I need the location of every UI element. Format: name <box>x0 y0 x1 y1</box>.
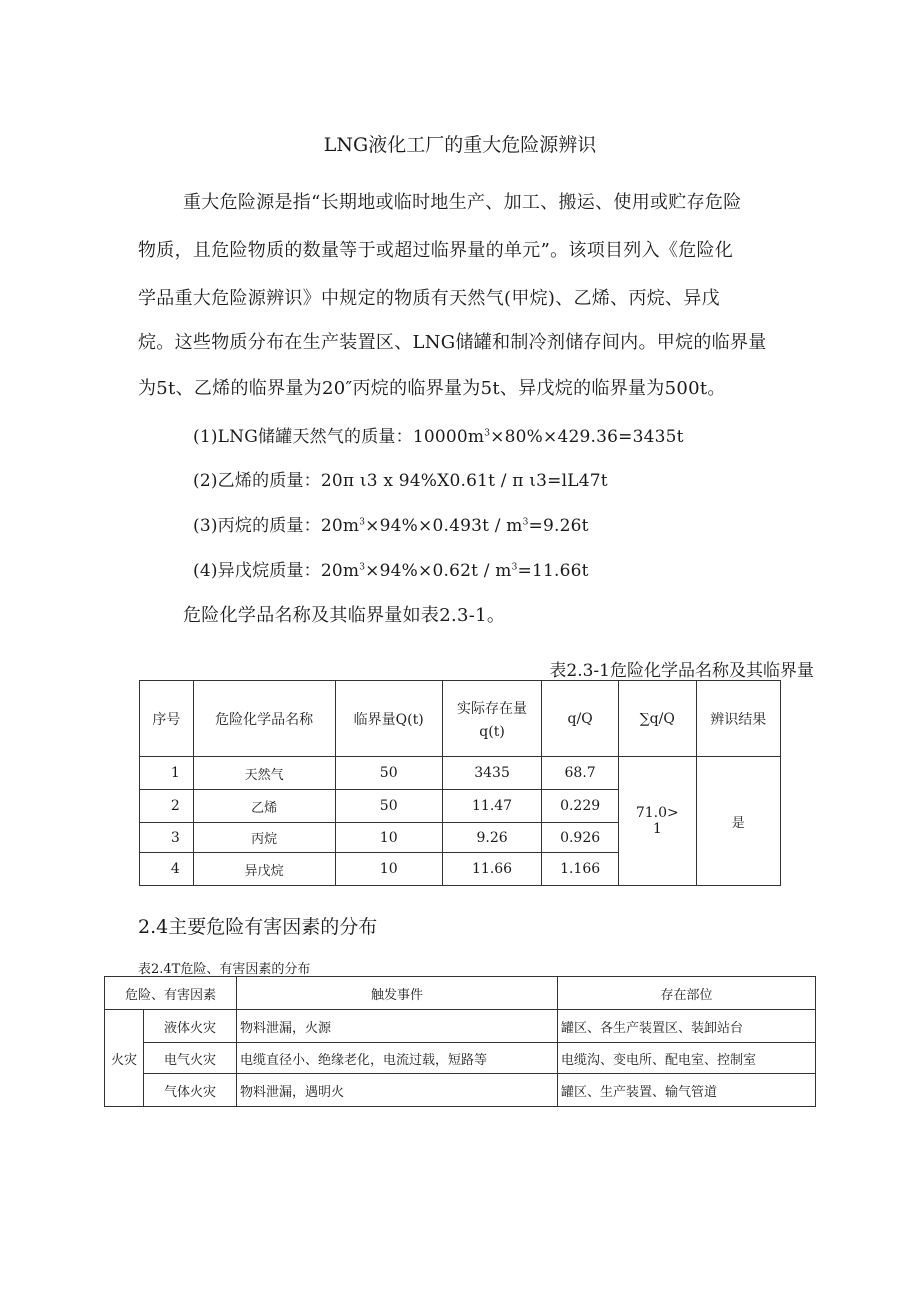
category-fire: 火灾 <box>105 1010 144 1107</box>
table1-header-row <box>140 681 781 757</box>
sum-cell <box>618 757 696 886</box>
row3-location: 罐区、生产装置、输气管道 <box>558 1074 816 1107</box>
formula-1 <box>193 422 684 447</box>
header-actual <box>442 681 541 757</box>
table-reference: 危险化学品名称及其临界量如表2.3-1。 <box>183 605 506 626</box>
formula-4-part-a: (4)异戊烷质量：20m <box>193 561 360 581</box>
row2-event: 电缆直径小、绝缘老化，电流过载，短路等 <box>237 1043 558 1074</box>
formula-3-part-a: (3)丙烷的质量：20m <box>193 516 360 536</box>
row3-ratio: 0.926 <box>542 823 619 853</box>
row1-ratio: 68.7 <box>542 757 619 790</box>
row4-actual: 11.66 <box>442 853 541 886</box>
row2-name: 乙烯 <box>193 790 335 823</box>
sum-line1: 71.0> <box>635 805 679 821</box>
row3-actual: 9.26 <box>442 823 541 853</box>
formula-3-sup2: 3 <box>522 517 529 528</box>
header-location: 存在部位 <box>558 977 816 1010</box>
formula-4-part-b: ×94%×0.62t / m <box>365 561 512 581</box>
header-trigger-event: 触发事件 <box>237 977 558 1010</box>
formula-3-part-c: =9.26t <box>528 516 589 536</box>
row1-name: 天然气 <box>193 757 335 790</box>
row1-actual: 3435 <box>442 757 541 790</box>
row2-type: 电气火灾 <box>144 1043 237 1074</box>
formula-4 <box>193 556 589 581</box>
hazard-distribution-table <box>104 976 816 1107</box>
formula-3 <box>193 511 589 536</box>
formula-3-part-b: ×94%×0.493t / m <box>365 516 523 536</box>
row3-no: 3 <box>140 823 194 853</box>
row2-location: 电缆沟、变电所、配电室、控制室 <box>558 1043 816 1074</box>
table-row <box>140 757 781 790</box>
row1-type: 液体火灾 <box>144 1010 237 1043</box>
table1-caption: 表2.3-1危险化学品名称及其临界量 <box>549 661 814 681</box>
row3-type: 气体火灾 <box>144 1074 237 1107</box>
header-hazard-factor: 危险、有害因素 <box>105 977 237 1010</box>
row4-ratio: 1.166 <box>542 853 619 886</box>
table-row <box>105 1043 816 1074</box>
intro-line-3: 学品重大危险源辨识》中规定的物质有天然气(甲烷)、乙烯、丙烷、异戊 <box>138 288 720 309</box>
row4-no: 4 <box>140 853 194 886</box>
hazard-threshold-table <box>139 680 781 886</box>
formula-4-sup2: 3 <box>511 562 518 573</box>
table2-header-row <box>105 977 816 1010</box>
header-sum: ∑q/Q <box>618 681 696 757</box>
row4-threshold: 10 <box>335 853 442 886</box>
formula-1-part-a: (1)LNG储罐天然气的质量：10000m <box>193 427 485 447</box>
table-row <box>105 1074 816 1107</box>
intro-line-1: 重大危险源是指“长期地或临时地生产、加工、搬运、使用或贮存危险 <box>183 192 742 213</box>
header-actual-line2: q(t) <box>479 723 505 740</box>
formula-3-sup1: 3 <box>359 517 366 528</box>
section-heading: 2.4主要危险有害因素的分布 <box>138 916 378 938</box>
row1-threshold: 50 <box>335 757 442 790</box>
formula-1-sup: 3 <box>484 428 491 439</box>
header-threshold: 临界量Q(t) <box>335 681 442 757</box>
sum-line2: 1 <box>652 821 662 837</box>
row1-no: 1 <box>140 757 194 790</box>
row2-ratio: 0.229 <box>542 790 619 823</box>
row2-threshold: 50 <box>335 790 442 823</box>
page-title: LNG液化工厂的重大危险源辨识 <box>323 134 597 156</box>
row3-threshold: 10 <box>335 823 442 853</box>
row3-name: 丙烷 <box>193 823 335 853</box>
header-seq: 序号 <box>140 681 194 757</box>
intro-line-5: 为5t、乙烯的临界量为20″丙烷的临界量为5t、异戊烷的临界量为500t。 <box>138 378 726 399</box>
row1-location: 罐区、各生产装置区、装卸站台 <box>558 1010 816 1043</box>
intro-line-2: 物质，且危险物质的数量等于或超过临界量的单元”。该项目列入《危险化 <box>138 240 734 261</box>
formula-4-sup1: 3 <box>359 562 366 573</box>
row1-event: 物料泄漏，火源 <box>237 1010 558 1043</box>
table-row <box>105 1010 816 1043</box>
formula-1-part-b: ×80%×429.36=3435t <box>490 427 684 447</box>
table2-caption: 表2.4T危险、有害因素的分布 <box>138 962 311 977</box>
formula-2: (2)乙烯的质量：20π ι3 x 94%X0.61t / π ι3=lL47t <box>193 471 608 491</box>
result-cell: 是 <box>696 757 780 886</box>
formula-4-part-c: =11.66t <box>517 561 589 581</box>
header-actual-line1: 实际存在量 <box>457 700 528 717</box>
header-ratio: q/Q <box>542 681 619 757</box>
row2-actual: 11.47 <box>442 790 541 823</box>
header-result: 辨识结果 <box>696 681 780 757</box>
row4-name: 异戊烷 <box>193 853 335 886</box>
row2-no: 2 <box>140 790 194 823</box>
row3-event: 物料泄漏，遇明火 <box>237 1074 558 1107</box>
header-chem-name: 危险化学品名称 <box>193 681 335 757</box>
intro-line-4: 烷。这些物质分布在生产装置区、LNG储罐和制冷剂储存间内。甲烷的临界量 <box>138 332 767 353</box>
